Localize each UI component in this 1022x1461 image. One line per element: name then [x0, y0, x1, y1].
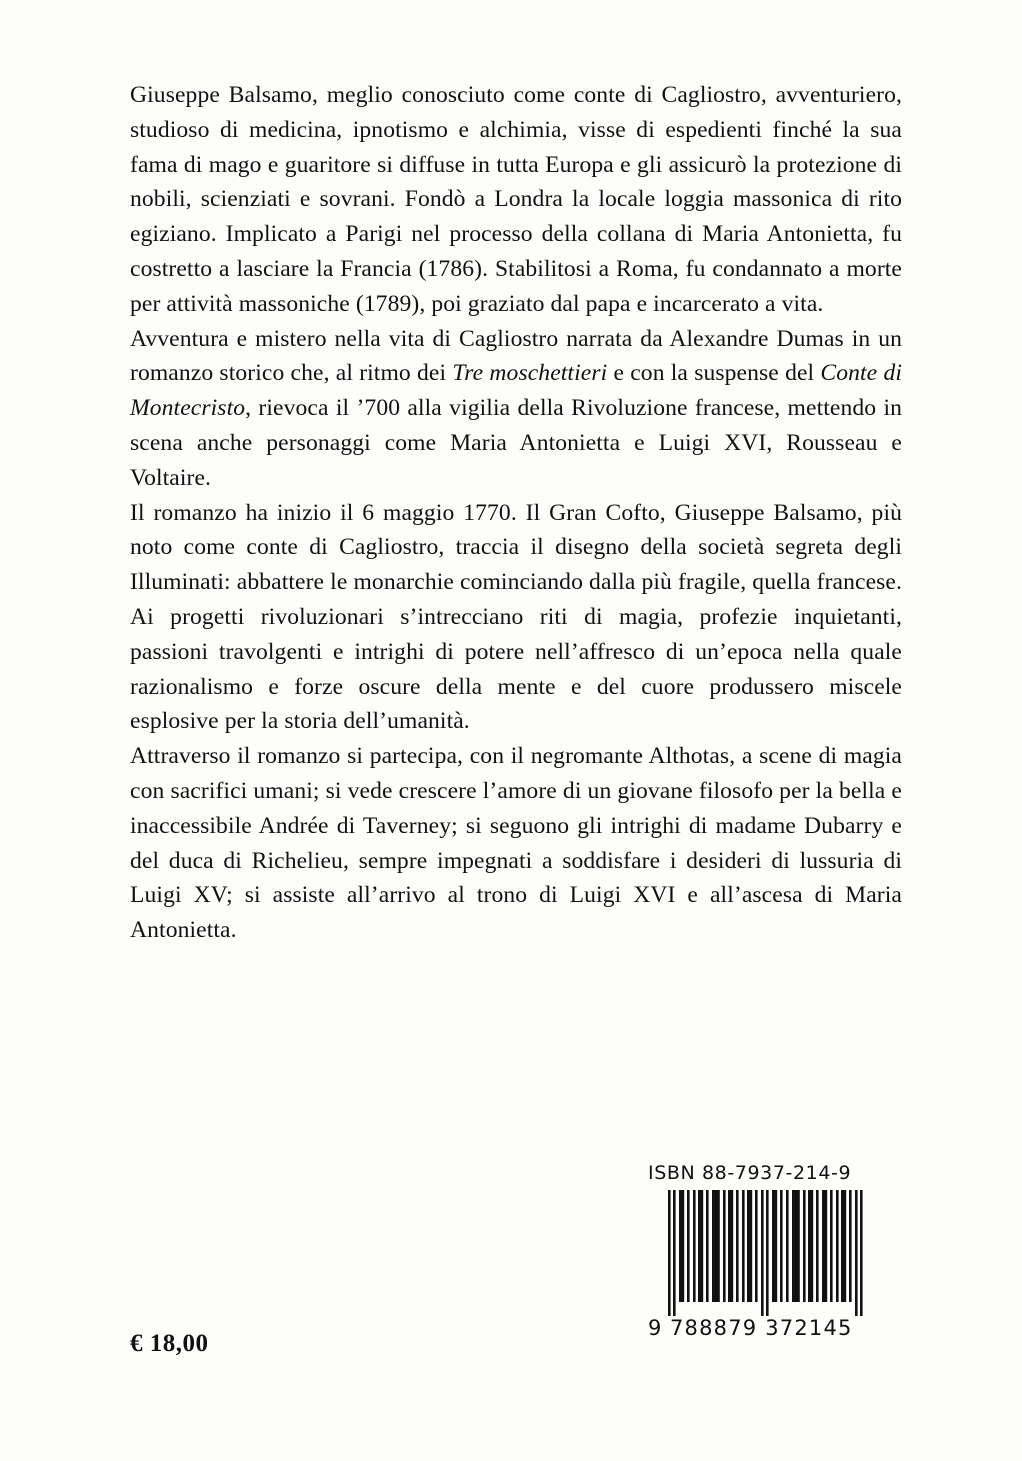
blurb-text-block — [130, 78, 902, 948]
barcode-block — [648, 1162, 888, 1340]
blurb-paragraph-4: Attraverso il romanzo si partecipa, con il negromante Althotas, a scene di magia con sacrifici umani; si vede crescere l’amore di un giovane filosofo per la bella e inaccessibile Andrée di Taverney; si seguono gli intrighi di madame Dubarry e del duca di Richelieu, sempre impegnati a soddisfare i desideri di lussuria di Luigi XV; si assiste all’arrivo al trono di Luigi XVI e all’ascesa di Maria Antonietta. — [130, 743, 902, 944]
blurb-p2-part1: Avventura e mistero nella vita di Cagliostro narrata da Alexandre Dumas in un romanzo storico che, al ritmo dei — [130, 325, 902, 387]
blurb-p2-part3: , rievoca il ’700 alla vigilia della Rivoluzione francese, mettendo in scena anche personaggi come Maria Antonietta e Luigi XVI, Rousseau e Voltaire. — [130, 395, 902, 491]
blurb-p2-italic-title-1: Tre moschettieri — [452, 360, 608, 387]
blurb-paragraph-1: Giuseppe Balsamo, meglio conosciuto come conte di Cagliostro, avventuriero, studioso di medicina, ipnotismo e alchimia, visse di espedienti finché la sua fama di mago e guaritore si diffuse in tutta Europa e gli assicurò la protezione di nobili, scienziati e sovrani. Fondò a Londra la locale loggia massonica di rito egiziano. Implicato a Parigi nel processo della collana di Maria Antonietta, fu costretto a lasciare la Francia (1786). Stabilitosi a Roma, fu condannato a morte per attività massoniche (1789), poi graziato dal papa e incarcerato a vita. — [130, 82, 902, 317]
blurb-p2-part2: e con la suspense del — [607, 360, 821, 387]
blurb-paragraph-2 — [130, 322, 902, 496]
barcode-image-wrap — [648, 1190, 878, 1340]
price-label: € 18,00 — [130, 1330, 209, 1357]
isbn-label: ISBN 88-7937-214-9 — [648, 1162, 852, 1184]
blurb-paragraph-3: Il romanzo ha inizio il 6 maggio 1770. Il Gran Cofto, Giuseppe Balsamo, più noto come conte di Cagliostro, traccia il disegno della società segreta degli Illuminati: abbattere le monarchie cominciando dalla più fragile, quella francese. Ai progetti rivoluzionari s’intrecciano riti di magia, profezie inquietanti, passioni travolgenti e intrighi di potere nell’affresco di un’epoca nella quale razionalismo e forze oscure della mente e del cuore produssero miscele esplosive per la storia dell’umanità. — [130, 499, 902, 735]
barcode-digit-lead: 9 — [648, 1316, 663, 1340]
barcode-digit-main: 788879 372145 — [670, 1316, 853, 1340]
ean13-barcode-icon — [648, 1190, 878, 1322]
blurb-p2-italic-title-2: Conte di Montecristo — [130, 360, 902, 422]
